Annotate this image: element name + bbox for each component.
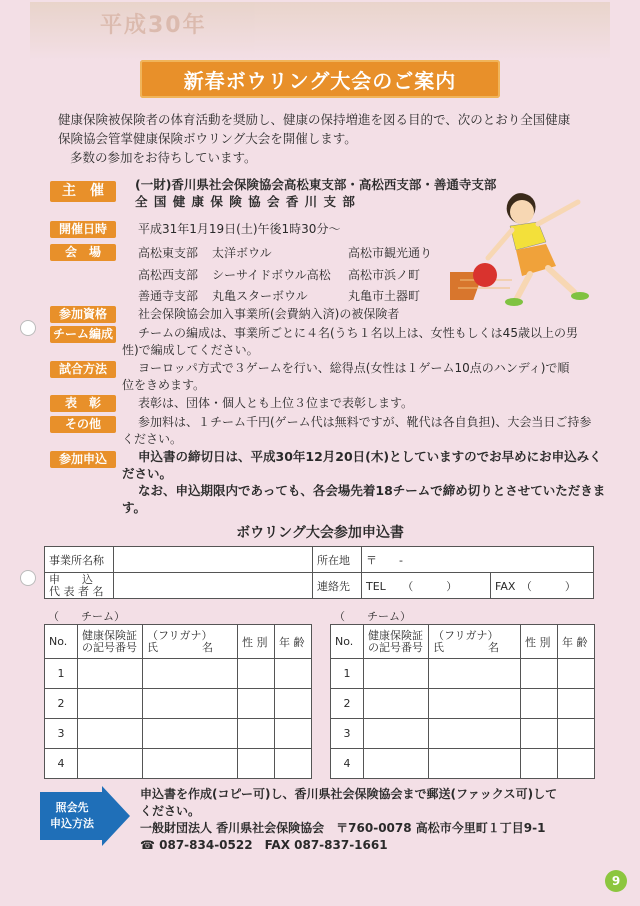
col-card-line: の記号番号 xyxy=(82,640,137,654)
office-info-table xyxy=(44,546,594,599)
contact-arrow-icon xyxy=(40,786,130,846)
venue-address: 高松市観光通り xyxy=(348,246,433,260)
col-name-line: （フリガナ） xyxy=(147,628,213,642)
venue-name: 丸亀スターボウル xyxy=(212,289,308,303)
footer-phone: ☎ 087-834-0522 FAX 087-837-1661 xyxy=(140,838,388,852)
method-text-line1: ヨーロッパ方式で３ゲームを行い、総得点(女性は１ゲーム10点のハンディ)で順 xyxy=(138,361,570,375)
col-name-line: 氏 名 xyxy=(147,640,213,654)
office-name-label: 事業所名称 xyxy=(45,547,114,573)
other-text-line1: 参加料は、１チーム千円(ゲーム代は無料ですが、靴代は各自負担)、大会当日ご持参 xyxy=(138,415,592,429)
method-text-line2: 位をきめます。 xyxy=(122,378,206,392)
col-card-line: 健康保険証 xyxy=(82,628,137,642)
sex-cell[interactable] xyxy=(521,659,558,689)
col-card xyxy=(78,625,143,659)
host-line2: 全 国 健 康 保 険 協 会 香 川 支 部 xyxy=(135,194,356,209)
label-eligibility: 参加資格 xyxy=(50,306,116,323)
age-cell[interactable] xyxy=(275,719,312,749)
address-field[interactable]: 〒 - xyxy=(362,547,594,573)
name-cell[interactable] xyxy=(143,659,238,689)
col-age: 年 齢 xyxy=(275,625,312,659)
col-age: 年 齢 xyxy=(558,625,595,659)
name-cell[interactable] xyxy=(143,719,238,749)
intro-text xyxy=(58,110,603,167)
team-text-line1: チームの編成は、事業所ごとに４名(うち１名以上は、女性もしくは45歳以上の男 xyxy=(138,326,578,340)
address-label: 所在地 xyxy=(313,547,362,573)
col-name-line: 氏 名 xyxy=(433,640,499,654)
row-number: 2 xyxy=(331,689,364,719)
col-card-line: 健康保険証 xyxy=(368,628,423,642)
tel-field[interactable]: TEL （ ） xyxy=(362,573,491,599)
representative-field[interactable] xyxy=(114,573,313,599)
row-number: 2 xyxy=(45,689,78,719)
fax-field[interactable]: FAX （ ） xyxy=(491,573,594,599)
col-card-line: の記号番号 xyxy=(368,640,423,654)
team-table-right xyxy=(330,624,595,779)
card-cell[interactable] xyxy=(78,659,143,689)
footer-instructions xyxy=(140,786,610,854)
label-award: 表 彰 xyxy=(50,395,116,412)
team-text-line2: 性)で編成してください。 xyxy=(122,343,259,357)
name-cell[interactable] xyxy=(143,749,238,779)
age-cell[interactable] xyxy=(275,689,312,719)
office-name-field[interactable] xyxy=(114,547,313,573)
row-number: 1 xyxy=(331,659,364,689)
venue-name: 太洋ボウル xyxy=(212,246,272,260)
label-host: 主 催 xyxy=(50,181,116,202)
col-name-line: （フリガナ） xyxy=(433,628,499,642)
bowling-ball-icon xyxy=(473,263,497,287)
venue-address: 高松市浜ノ町 xyxy=(348,268,421,282)
sex-cell[interactable] xyxy=(521,749,558,779)
intro-line: 多数の参加をお待ちしています。 xyxy=(70,150,257,165)
row-number: 4 xyxy=(331,749,364,779)
bowler-illustration xyxy=(450,180,600,310)
faded-header-text: 平成30年 xyxy=(100,13,207,38)
eligibility-text: 社会保険協会加入事業所(会費納入済)の被保険者 xyxy=(138,307,400,321)
venue-name: シーサイドボウル高松 xyxy=(212,268,331,282)
binder-hole-icon xyxy=(20,570,36,586)
sex-cell[interactable] xyxy=(521,689,558,719)
apply-line1: 申込書の締切日は、平成30年12月20日(木)としていますのでお早めにお申込みく xyxy=(138,449,602,464)
label-date: 開催日時 xyxy=(50,221,116,238)
card-cell[interactable] xyxy=(78,689,143,719)
event-date: 平成31年1月19日(土)午後1時30分～ xyxy=(138,222,341,236)
age-cell[interactable] xyxy=(558,689,595,719)
team-caption-right: （ チーム） xyxy=(334,610,411,623)
sex-cell[interactable] xyxy=(238,749,275,779)
card-cell[interactable] xyxy=(78,749,143,779)
team-caption-left: （ チーム） xyxy=(48,610,125,623)
name-cell[interactable] xyxy=(429,749,521,779)
col-sex: 性 別 xyxy=(238,625,275,659)
age-cell[interactable] xyxy=(558,719,595,749)
name-cell[interactable] xyxy=(429,689,521,719)
footer-line: ください。 xyxy=(140,804,201,818)
intro-line: 保険協会管掌健康保険ボウリング大会を開催します。 xyxy=(58,131,357,146)
venue-branch: 善通寺支部 xyxy=(138,289,199,303)
label-method: 試合方法 xyxy=(50,361,116,378)
age-cell[interactable] xyxy=(275,659,312,689)
name-cell[interactable] xyxy=(143,689,238,719)
footer-line: 申込書を作成(コピー可)し、香川県社会保険協会まで郵送(ファックス可)して xyxy=(140,787,558,801)
other-text-line2: ください。 xyxy=(122,432,183,446)
col-sex: 性 別 xyxy=(521,625,558,659)
contact-label: 連絡先 xyxy=(313,573,362,599)
badge-line1: 照会先 xyxy=(55,801,89,814)
card-cell[interactable] xyxy=(78,719,143,749)
form-title: ボウリング大会参加申込書 xyxy=(236,525,404,541)
age-cell[interactable] xyxy=(558,749,595,779)
age-cell[interactable] xyxy=(275,749,312,779)
venue-branch: 高松東支部 xyxy=(138,246,199,260)
card-cell[interactable] xyxy=(364,749,429,779)
venue-branch: 高松西支部 xyxy=(138,268,199,282)
col-no: No. xyxy=(331,625,364,659)
faded-header xyxy=(30,2,610,60)
apply-line2: ださい。 xyxy=(122,466,173,481)
binder-hole-icon xyxy=(20,320,36,336)
name-cell[interactable] xyxy=(429,659,521,689)
name-cell[interactable] xyxy=(429,719,521,749)
sex-cell[interactable] xyxy=(238,719,275,749)
label-apply: 参加申込 xyxy=(50,451,116,468)
sex-cell[interactable] xyxy=(238,689,275,719)
col-no: No. xyxy=(45,625,78,659)
footer-address: 一般財団法人 香川県社会保険協会 〒760-0078 高松市今里町１丁目9-1 xyxy=(140,821,546,835)
badge-line2: 申込方法 xyxy=(50,817,94,830)
host-line1: (一財)香川県社会保険協会高松東支部・高松西支部・善通寺支部 xyxy=(135,177,497,192)
representative-label xyxy=(45,573,114,599)
intro-line: 健康保険被保険者の体育活動を奨励し、健康の保持増進を図る目的で、次のとおり全国健康 xyxy=(58,112,571,127)
row-number: 1 xyxy=(45,659,78,689)
apply-line4: す。 xyxy=(122,500,147,515)
card-cell[interactable] xyxy=(364,659,429,689)
age-cell[interactable] xyxy=(558,659,595,689)
col-name xyxy=(143,625,238,659)
row-number: 3 xyxy=(331,719,364,749)
sex-cell[interactable] xyxy=(238,659,275,689)
row-number: 4 xyxy=(45,749,78,779)
apply-line3: なお、申込期限内であっても、各会場先着18チームで締め切りとさせていただきま xyxy=(138,483,606,498)
label-team: チーム編成 xyxy=(50,326,116,343)
card-cell[interactable] xyxy=(364,689,429,719)
col-card xyxy=(364,625,429,659)
representative-label-line: 申 込 xyxy=(49,572,93,586)
team-table-left xyxy=(44,624,312,779)
award-text: 表彰は、団体・個人とも上位３位まで表彰します。 xyxy=(138,396,414,410)
col-name xyxy=(429,625,521,659)
venue-address: 丸亀市土器町 xyxy=(348,289,421,303)
page-number: 9 xyxy=(605,870,627,892)
row-number: 3 xyxy=(45,719,78,749)
card-cell[interactable] xyxy=(364,719,429,749)
label-venue: 会 場 xyxy=(50,244,116,261)
representative-label-line: 代 表 者 名 xyxy=(49,584,104,598)
sex-cell[interactable] xyxy=(521,719,558,749)
page-title: 新春ボウリング大会のご案内 xyxy=(183,68,457,93)
title-banner xyxy=(140,60,500,98)
label-other: その他 xyxy=(50,416,116,433)
